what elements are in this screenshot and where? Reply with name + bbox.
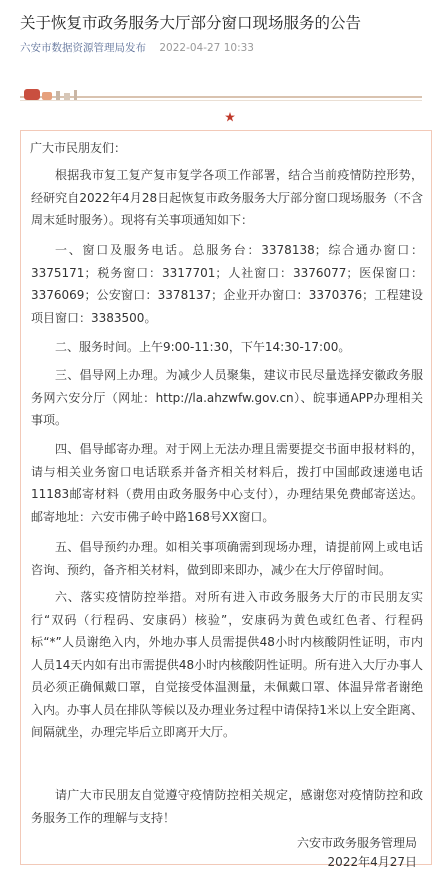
notice-paragraph-online: 三、倡导网上办理。为减少人员聚集，建议市民尽量选择安徽政务服务网六安分厅（网址：http://la.ahzwfw.gov.cn）、皖事通APP办理相关事项。 [31, 368, 423, 427]
notice-greeting: 广大市民朋友们： [30, 141, 127, 155]
article-meta [20, 40, 254, 55]
notice-signature-block [297, 834, 417, 872]
article-source-link[interactable]: 六安市数据资源管理局发布 [20, 42, 146, 54]
notice-paragraph-windows: 一、窗口及服务电话。总服务台：3378138；综合通办窗口：3375171；税务窗口：3317701；人社窗口：3376077；医保窗口：3376069；公安窗口：3378137；企业开办窗口：3370376；工程建设项目窗口：3383500。 [31, 243, 423, 325]
notice-paragraph-mail: 四、倡导邮寄办理。对于网上无法办理且需要提交书面申报材料的，请与相关业务窗口电话联系并备齐相关材料后，拨打中国邮政速递电话11183邮寄材料（费用由政务服务中心支付），办理结果免费邮寄送达。邮寄地址：六安市佛子岭中路168号XX窗口。 [31, 442, 423, 524]
city-skyline-banner-icon [20, 86, 422, 108]
notice-paragraph: 根据我市复工复产复市复学各项工作部署，结合当前疫情防控形势，经研究自2022年4月28日起恢复市政务服务大厅部分窗口现场服务（不含周末延时服务）。现将有关事项通知如下： [31, 168, 423, 227]
notice-signature: 六安市政务服务管理局 [296, 836, 417, 850]
notice-paragraph-appointment: 五、倡导预约办理。如相关事项确需到现场办理，请提前网上或电话咨询、预约，备齐相关材料，做到即来即办，减少在大厅停留时间。 [31, 540, 423, 577]
notice-paragraph-prevention: 六、落实疫情防控举措。对所有进入市政务服务大厅的市民朋友实行“双码（行程码、安康码）核验”，安康码为黄色或红色者、行程码标“*”人员谢绝入内，外地办事人员需提供48小时内核酸阴性证明，市内人员14天内如有出市需提供48小时内核酸阴性证明。所有进入大厅办事人员必须正确佩戴口罩，自觉接受体温测量，未佩戴口罩、体温异常者谢绝入内。办事人员在排队等候以及办理业务过程中请保持1米以上安全距离、间隔就坐，办理完毕后立即离开大厅。 [31, 590, 423, 739]
notice-paragraph-hours: 二、服务时间。上午9:00-11:30，下午14:30-17:00。 [55, 340, 351, 354]
article-date: 2022-04-27 10:33 [159, 42, 254, 54]
notice-card [20, 130, 432, 869]
notice-paragraph-closing: 请广大市民朋友自觉遵守疫情防控相关规定，感谢您对疫情防控和政务服务工作的理解与支持！ [31, 788, 423, 825]
notice-sign-date: 2022年4月27日 [327, 855, 417, 869]
article-title: 关于恢复市政务服务大厅部分窗口现场服务的公告 [20, 14, 362, 32]
red-star-icon [225, 112, 235, 122]
